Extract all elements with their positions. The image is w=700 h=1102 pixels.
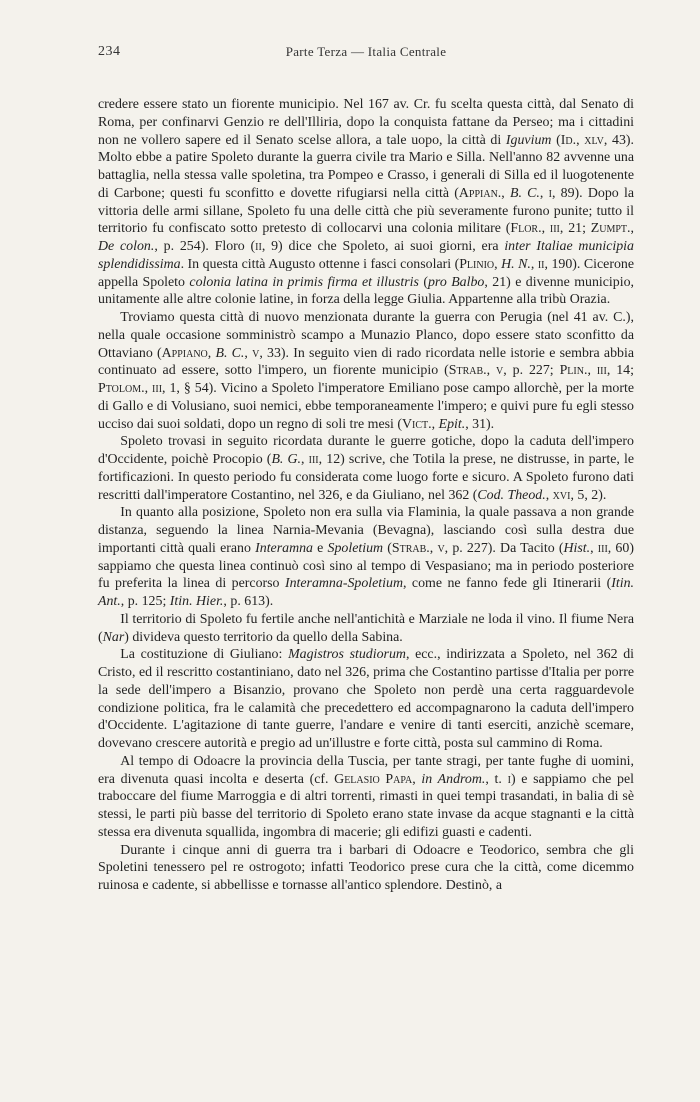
paragraph-5: Il territorio di Spoleto fu fertile anche nell'antichità e Marziale ne loda il vino. Il fiume Nera (Nar) divideva questo territorio da quello della Sabina.: [98, 611, 634, 645]
running-head: Parte Terza — Italia Centrale: [285, 44, 447, 59]
paragraph-6: La costituzione di Giuliano: Magistros studiorum, ecc., indirizzata a Spoleto, nel 362 di Cristo, ed il rescritto costantiniano, dato nel 326, prima che Costantino partisse d'Italia per porre la sede dell'impero a Bisanzio, provano che Spoleto non perdè una certa ragguardevole condizione politica, fra le calamità che precedettero ed accompagnarono la caduta dell'impero d'Occidente. L'agitazione di tante guerre, l'andare e venire di tanti eserciti, anzichè scemare, dovevano crescere autorità e pregio ad un'illustre e forte città, posta sul cammino di Roma.: [98, 647, 635, 751]
paragraph-3: Spoleto trovasi in seguito ricordata durante le guerre gotiche, dopo la caduta dell'impero d'Occidente, poichè Procopio (B. G., iii, 12) scrive, che Totila la prese, ne distrusse, in parte, le fortificazioni. In questo periodo fu considerata come luogo forte e sicuro. A Spoleto furono dati rescritti dall'imperatore Costantino, nel 326, e da Giuliano, nel 362 (Cod. Theod., xvi, 5, 2).: [98, 434, 635, 503]
paragraph-1: credere essere stato un fiorente municipio. Nel 167 av. Cr. fu scelta questa città, dal Senato di Roma, per confinarvi Genzio re dell'Illiria, dopo la conquista fattane da Perseo; ma i cittadini non ne vollero sapere ed il Senato scelse allora, a tale uopo, la città di Iguvium (Id., xlv, 43). Molto ebbe a patire Spoleto durante la guerra civile tra Mario e Silla. Nell'anno 82 avvenne una battaglia, nella stessa valle spoletina, tra Pompeo e Crasso, i generali di Silla ed il luogotenente di Carbone; questi fu sconfitto e dovette rifugiarsi nella città (Appian., B. C., i, 89). Dopo la vittoria delle armi sillane, Spoleto fu una delle città che più severamente furono punite; tutto il territorio fu confiscato sotto pretesto di collocarvi una colonia militare (Flor., iii, 21; Zumpt., De colon., p. 254). Floro (ii, 9) dice che Spoleto, ai suoi giorni, era inter Italiae municipia splendidissima. In questa città Augusto ottenne i fasci consolari (Plinio, H. N., ii, 190). Cicerone appella Spoleto colonia latina in primis firma et illustris (pro Balbo, 21) e divenne municipio, unitamente alle altre colonie latine, in forza della legge Giulia. Appartenne alla tribù Orazia.: [98, 97, 634, 308]
paragraph-4: In quanto alla posizione, Spoleto non era sulla via Flaminia, la quale passava a non grande distanza, seguendo la linea Narnia-Mevania (Bevagna), lasciando così sulla destra due importanti città quali erano Interamna e Spoletium (Strab., v, p. 227). Da Tacito (Hist., iii, 60) sappiamo che questa linea continuò così sino al tempo di Vespasiano; ma in periodo posteriore fu preferita la linea di percorso Interamna-Spoletium, come ne fanno fede gli Itinerarii (Itin. Ant., p. 125; Itin. Hier., p. 613).: [98, 505, 634, 609]
body-text: [98, 96, 634, 895]
paragraph-2: Troviamo questa città di nuovo menzionata durante la guerra con Perugia (nel 41 av. C.), nella quale occasione somministrò scampo a Munazio Planco, dopo essere stato sconfitto da Ottaviano (Appiano, B. C., v, 33). In seguito vien di rado ricordata nelle istorie e sembra abbia continuato ad essere, sotto l'impero, un fiorente municipio (Strab., v, p. 227; Plin., iii, 14; Ptolom., iii, 1, § 54). Vicino a Spoleto l'imperatore Emiliano pose campo allorchè, per la morte di Gallo e di Volusiano, suoi nemici, ebbe temporaneamente l'impero; e quivi pure fu egli stesso ucciso dai suoi soldati, dopo un regno di soli tre mesi (Vict., Epit., 31).: [98, 310, 635, 432]
page-number: 234: [98, 44, 121, 59]
paragraph-8: Durante i cinque anni di guerra tra i barbari di Odoacre e Teodorico, sembra che gli Spoletini tenessero pel re ostrogoto; infatti Teodorico prese cura che la città, come dicemmo ruinosa e cadente, si abbellisse e tornasse all'antico splendore. Destinò, a: [98, 842, 634, 893]
paragraph-7: Al tempo di Odoacre la provincia della Tuscia, per tante stragi, per tante fughe di uomini, era divenuta quasi incolta e deserta (cf. Gelasio Papa, in Androm., t. i) e sappiamo che pel traboccare del fiume Marroggia e di altri torrenti, rimasti in quei tempi trasandati, in balia di sè stessi, le parti più basse del territorio di Spoleto erano state invase da acque stagnanti e la città stessa era divenuta squallida, ingombra di macerie; gli edifizi guasti e cadenti.: [98, 753, 634, 840]
page-header: [98, 44, 634, 66]
